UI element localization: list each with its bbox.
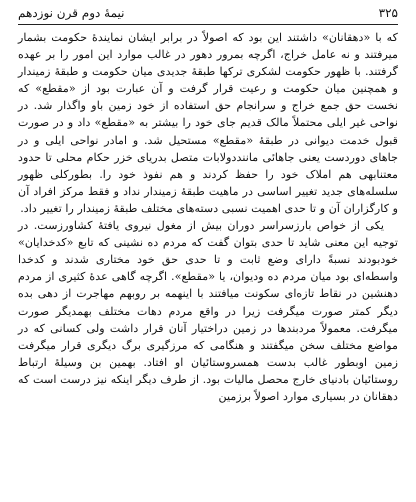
running-title: نیمهٔ دوم قرن نوزدهم [18,6,125,20]
body-text [18,29,398,405]
paragraph-2: یکی از خواص بارزسراسر دوران بیش از مغول نیروی یافتهٔ کشاورزست. در توجیه این معنی شاید تا حدی بتوان گفت که مردم ده نشینی که تابع «کدخدایان» خودبودند نسبةً دارای وضع ثابت و تا حدی حق خود مختاری شدند و کدخدا واسطه‌ای بود میان مردم ده ودیوان، یا «مقطع». اگرچه گاهی عدهٔ کثیری از مردم دهنشین در نقاط تازه‌ای سکونت میافتند با اینهمه بر روبهم مهاجرت از دهی بده دیگر کمتر صورت میگرفت زیرا در واقع مردم دهات مختلف بهمدیگر صورت میگرفت. معمولاً مرد‌بند‌ها در زمین دراختیار آنان قرار داشت ولی کسانی که در مواضع مختلف سخن میگفتند و هنگامی که مرزگیری برگ دیگری قرار میگرفت زمین اوبطور غالب بدست همسروستائیان او افتاد. بهمین بن وسیلهٔ ارتباط روستائیان بادنیای خارج محصل مالیات بود. از طرف دیگر اینکه نیز درست است که دهقانان در بسیاری موارد اصولاً برزمین [18,219,398,403]
page-number: ۳۲۵ [378,6,398,20]
page-header [18,6,398,25]
paragraph-1: که با «دهقانان» داشتند این بود که اصولاً در برابر ایشان نمایندهٔ حکومت بشمار میرفتند و نه عامل خراج، اگرچه بمرور دهور در غالب موارد این امور را بر عهده گرفتند. با ظهور حکومت لشکری ترکها طبقهٔ جدیدی میان حکومت و طبقهٔ زمیندار و همچنین میان حکومت و رعیت قرار گرفت و آن عبارت بود از «مقطع» که نخست حق جمع خراج و سرانجام حق استفاده از خود زمین باو واگذار شد. در نواحی غیر ایلی محتملاً مالک قدیم جای خود را بیشتر به «مقطع» داد و در صورت قبول خدمت دیوانی در طبقهٔ «مقطع» مستحیل شد. و امادر نواحی ایلی و در جاهای دوردست یعنی جاهائی ماننددولابات متصل بدریای خزر حکام محلی تا حدود معتنابهی هم املاک خود را حفظ کردند و هم نفوذ خود را. بطورکلی ظهور سلسله‌های جدید تغییر اساسی در ماهیت طبقهٔ زمیندار نداد و فقط مرکز افراد آن و کارگزاران آن و تا حدی اهمیت نسبی دسته‌های مختلف طبقهٔ زمیندار را تغییر داد. [18,31,398,215]
